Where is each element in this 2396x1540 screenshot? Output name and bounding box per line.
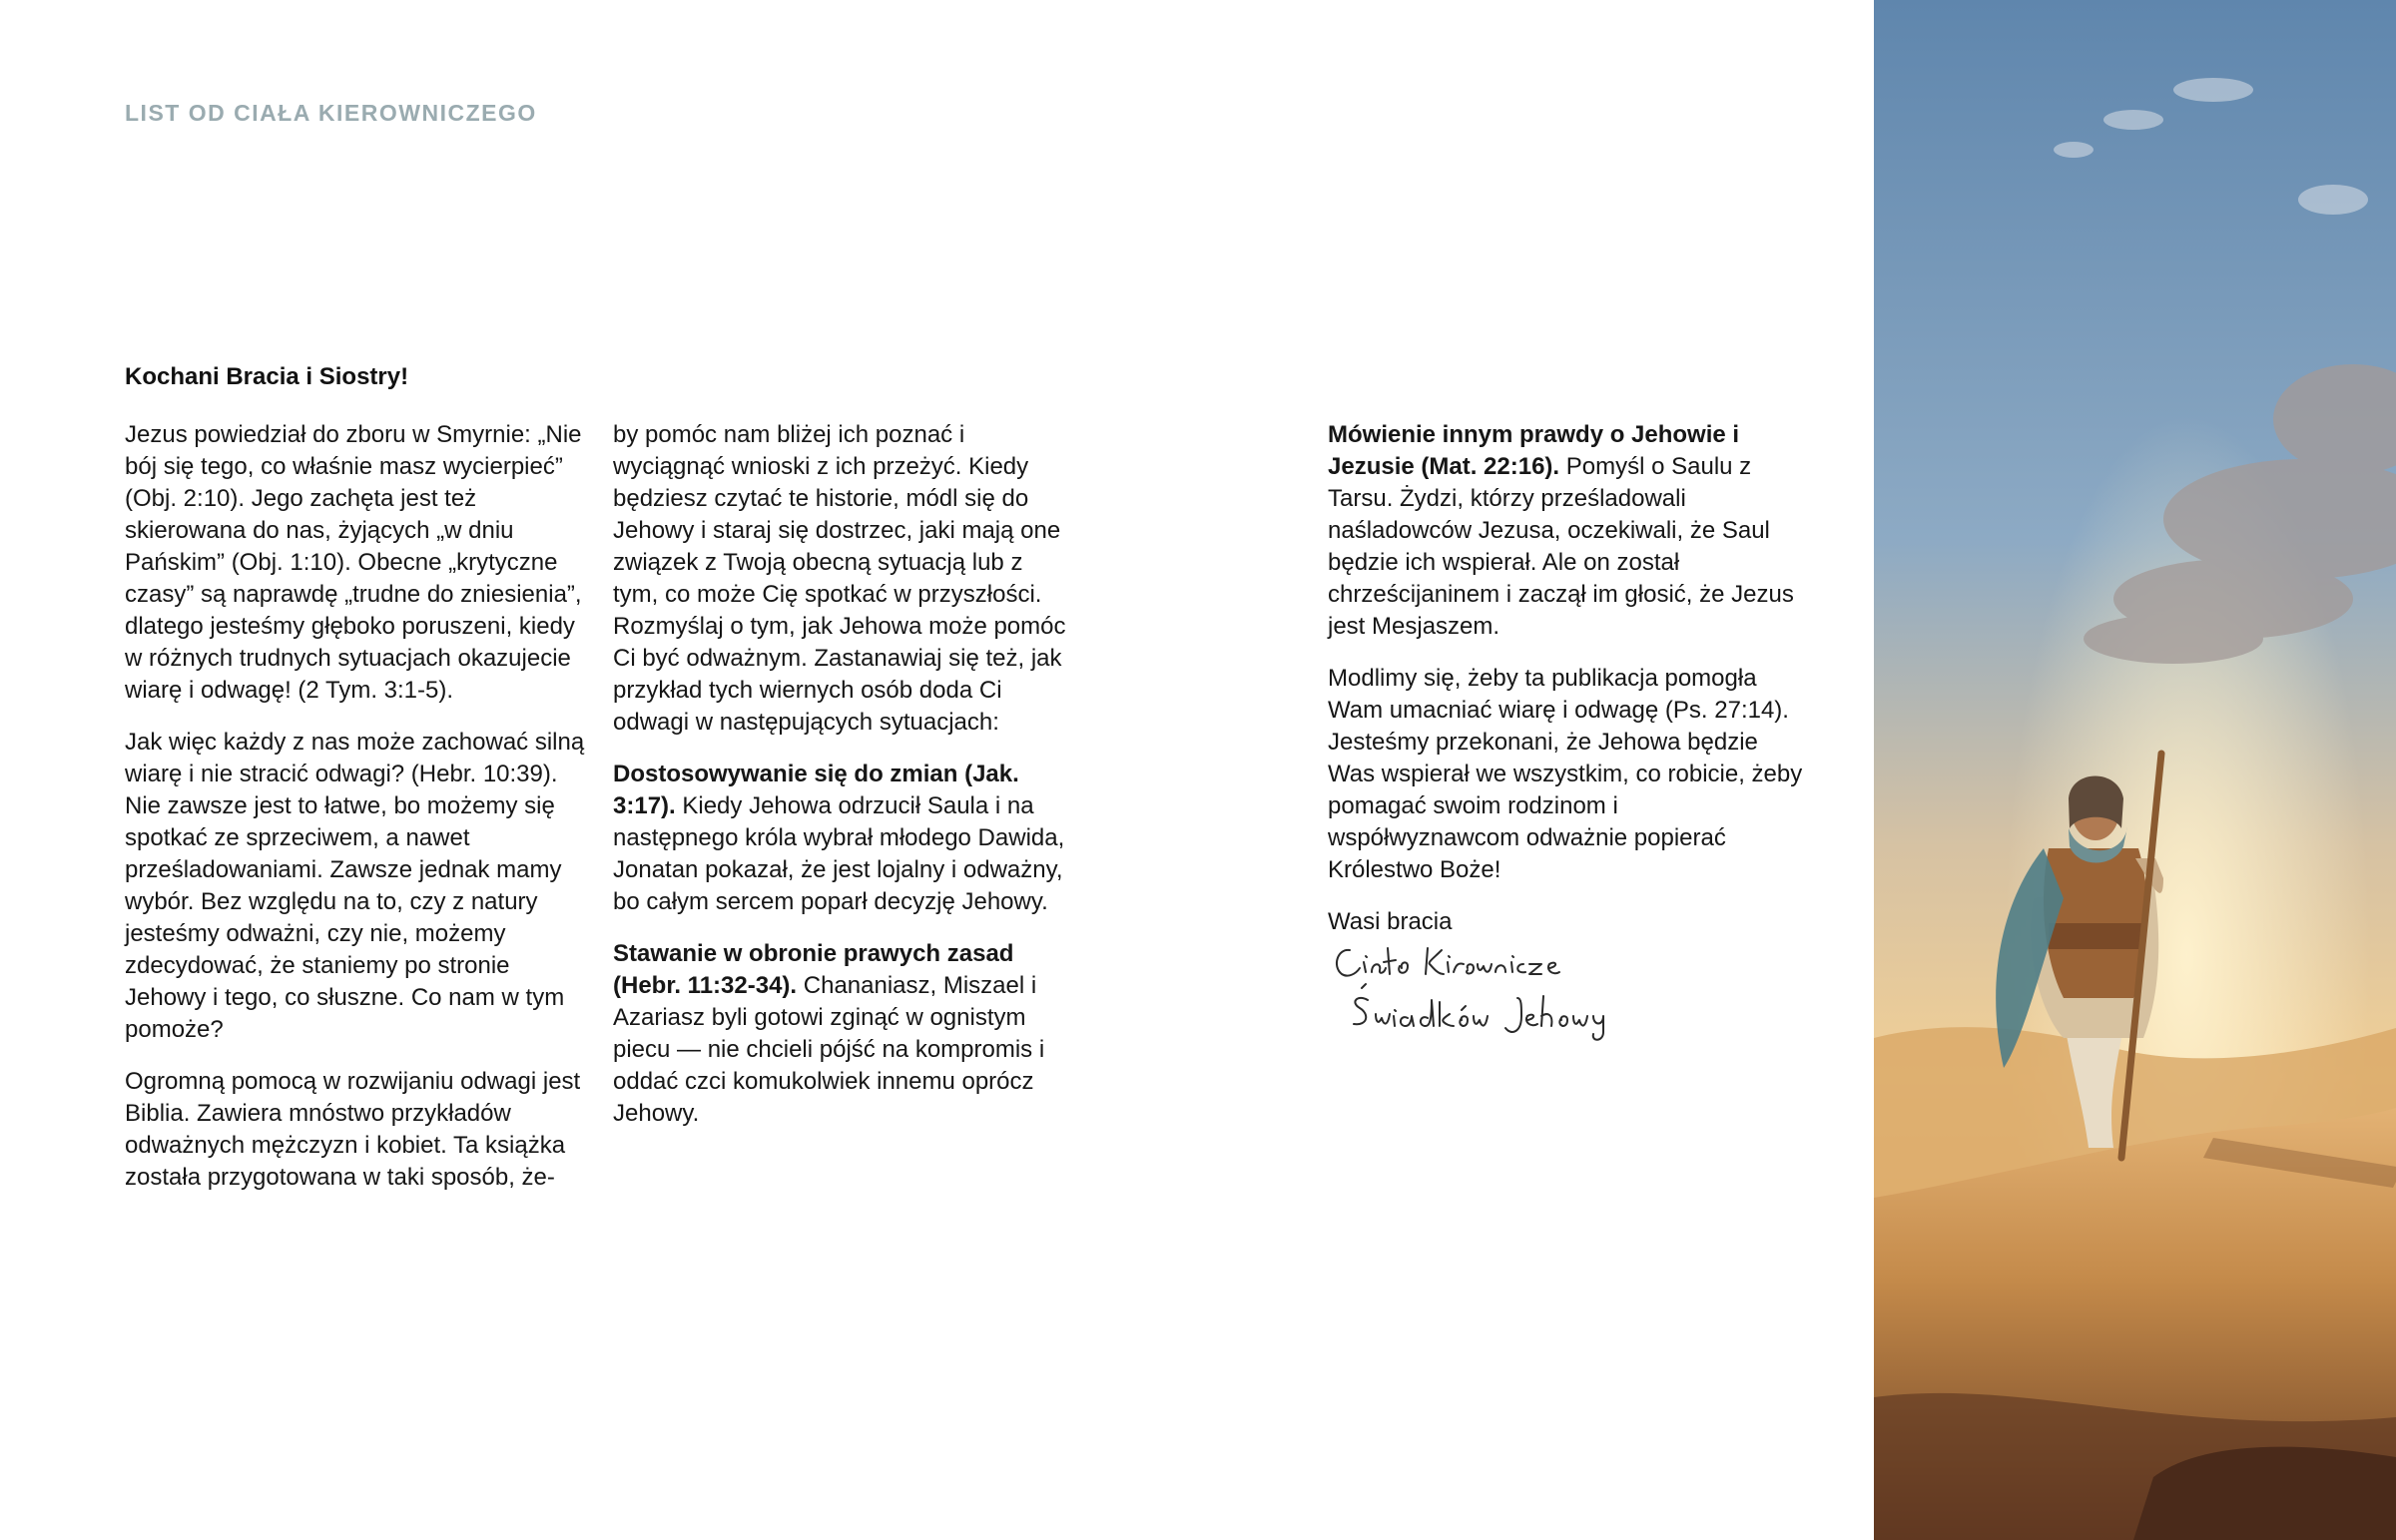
paragraph <box>613 938 1072 1130</box>
paragraph <box>613 759 1072 918</box>
paragraph-heading: Stawanie w obronie prawych zasad (Hebr. 11:32-34). <box>613 940 1014 999</box>
paragraph-text: Pomyśl o Saulu z Tarsu. Żydzi, którzy prześladowali naśladowców Jezusa, oczekiwali, że Saul będzie ich wspierał. Ale on został chrześcijaninem i zaczął im głosić, że Jezus jest Mesjaszem. <box>1328 453 1794 640</box>
paragraph: Ogromną pomocą w rozwijaniu odwagi jest Biblia. Zawiera mnóstwo przykładów odważnych mężczyzn i kobiet. Ta książka została przygotowana w taki sposób, że- <box>125 1068 581 1191</box>
text-column-3 <box>1328 419 1807 958</box>
salutation: Kochani Bracia i Siostry! <box>125 363 409 390</box>
paragraph: by pomóc nam bliżej ich poznać i wyciągnąć wnioski z ich przeżyć. Kiedy będziesz czytać te historie, módl się do Jehowy i staraj się dostrzec, jaki mają one związek z Twoją obecną sytuacją lub z tym, co może Cię spotkać w przyszłości. Rozmyślaj o tym, jak Jehowa może pomóc Ci być odważnym. Zastanawiaj się też, jak przykład tych wiernych osób doda Ci odwagi w następujących sytuacjach: <box>613 421 1066 736</box>
page-header: LIST OD CIAŁA KIEROWNICZEGO <box>125 100 537 126</box>
paragraph: Jezus powiedział do zboru w Smyrnie: „Nie bój się tego, co właśnie masz wycierpieć” (Obj. 2:10). Jego zachęta jest też skierowana do nas, żyjących „w dniu Pańskim” (Obj. 1:10). Obecne „krytyczne czasy” są naprawdę „trudne do zniesienia”, dlatego jesteśmy głęboko poruszeni, kiedy w różnych trudnych sytuacjach okazujecie wiarę i odwagę! (2 Tym. 3:1-5). <box>125 421 582 704</box>
text-column-1 <box>125 419 586 1214</box>
paragraph-heading: Mówienie innym prawdy o Jehowie i Jezusie (Mat. 22:16). <box>1328 421 1740 480</box>
illustration <box>1874 0 2396 1540</box>
signature-icon <box>1328 936 1627 1056</box>
paragraph-heading: Dostosowywanie się do zmian (Jak. 3:17). <box>613 761 1019 819</box>
handwritten-signature <box>1328 936 1627 1056</box>
text-column-2 <box>613 419 1072 1150</box>
paragraph-text: Kiedy Jehowa odrzucił Saula i na następnego króla wybrał młodego Dawida, Jonatan pokazał, że jest lojalny i odważny, bo całym sercem poparł decyzję Jehowy. <box>613 792 1065 915</box>
paragraph-text: Chananiasz, Miszael i Azariasz byli gotowi zginąć w ognistym piecu — nie chcieli pójść na kompromis i oddać czci komukolwiek innemu oprócz Jehowy. <box>613 972 1045 1127</box>
closing: Wasi bracia <box>1328 908 1453 935</box>
traveler-with-staff-desert-illustration-icon <box>1874 0 2396 1540</box>
paragraph <box>1328 419 1807 643</box>
paragraph: Modlimy się, żeby ta publikacja pomogła Wam umacniać wiarę i odwagę (Ps. 27:14). Jesteśmy przekonani, że Jehowa będzie Was wspierał we wszystkim, co robicie, żeby pomagać swoim rodzinom i współwyznawcom odważnie popierać Królestwo Boże! <box>1328 665 1803 883</box>
paragraph: Jak więc każdy z nas może zachować silną wiarę i nie stracić odwagi? (Hebr. 10:39). Nie zawsze jest to łatwe, bo możemy się spotkać ze sprzeciwem, a nawet prześladowaniami. Zawsze jednak mamy wybór. Bez względu na to, czy z natury jesteśmy odważni, czy nie, możemy zdecydować, że staniemy po stronie Jehowy i tego, co słuszne. Co nam w tym pomoże? <box>125 729 585 1043</box>
